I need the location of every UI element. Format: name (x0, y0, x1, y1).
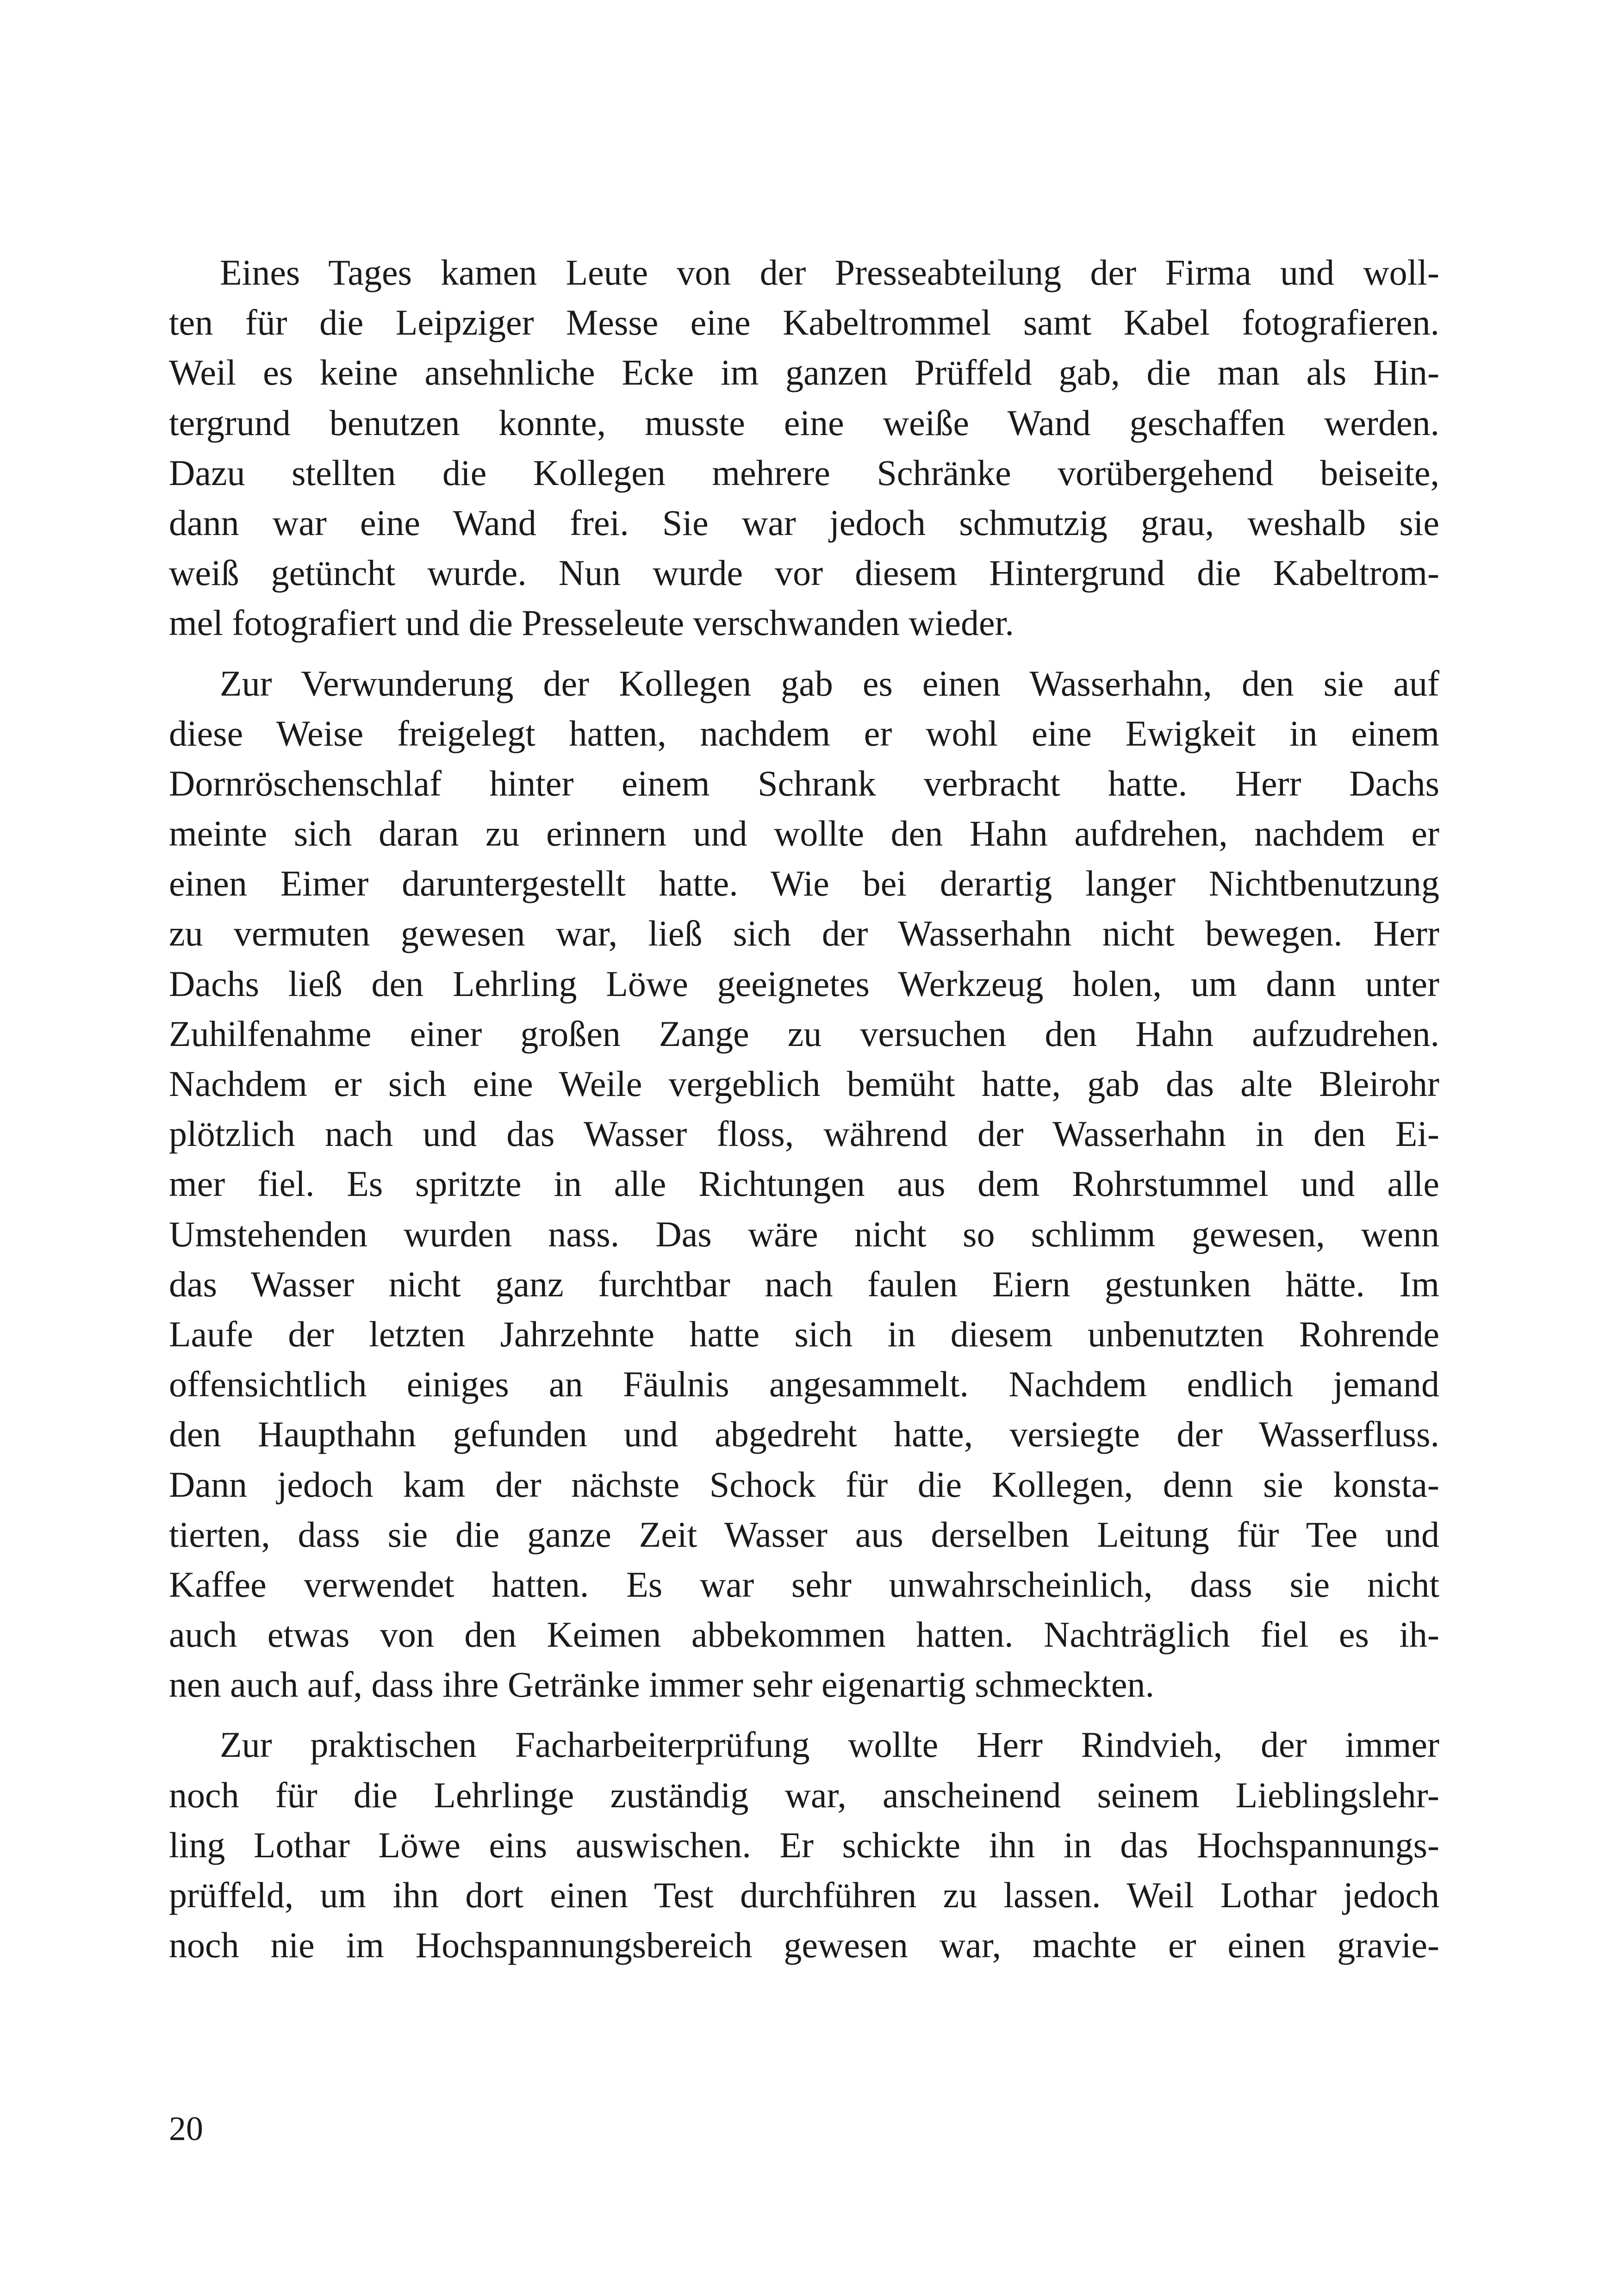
text-line: Zuhilfenahme einer großen Zange zu versuchen den Hahn aufzudrehen. (169, 1013, 1439, 1054)
text-line: tierten, dass sie die ganze Zeit Wasser aus derselben Leitung für Tee und (169, 1514, 1439, 1555)
text-line: diese Weise freigelegt hatten, nachdem er wohl eine Ewigkeit in einem (169, 713, 1439, 753)
text-line: Nachdem er sich eine Weile vergeblich bemüht hatte, gab das alte Bleirohr (169, 1064, 1439, 1104)
paragraph (169, 659, 1439, 1710)
text-line: das Wasser nicht ganz furchtbar nach faulen Eiern gestunken hätte. Im (169, 1263, 1439, 1304)
text-line: noch nie im Hochspannungsbereich gewesen war, machte er einen gravie- (169, 1925, 1439, 1966)
text-line: meinte sich daran zu erinnern und wollte den Hahn aufdrehen, nachdem er (169, 813, 1439, 854)
paragraph (169, 1720, 1439, 1970)
text-line: noch für die Lehrlinge zuständig war, anscheinend seinem Lieblingslehr- (169, 1774, 1439, 1815)
text-line: den Haupthahn gefunden und abgedreht hatte, versiegte der Wasserfluss. (169, 1414, 1439, 1455)
text-line: Dazu stellten die Kollegen mehrere Schränke vorübergehend beiseite, (169, 452, 1439, 493)
text-line: auch etwas von den Keimen abbekommen hatten. Nachträglich fiel es ih- (169, 1614, 1439, 1655)
text-line: mer fiel. Es spritzte in alle Richtungen aus dem Rohrstummel und alle (169, 1164, 1439, 1204)
text-line: Umstehenden wurden nass. Das wäre nicht so schlimm gewesen, wenn (169, 1213, 1439, 1254)
text-line: prüffeld, um ihn dort einen Test durchführen zu lassen. Weil Lothar jedoch (169, 1875, 1439, 1915)
text-line: Zur praktischen Facharbeiterprüfung wollte Herr Rindvieh, der immer (220, 1724, 1439, 1765)
text-line: weiß getüncht wurde. Nun wurde vor diesem Hintergrund die Kabeltrom- (169, 553, 1439, 593)
text-line: nen auch auf, dass ihre Getränke immer sehr eigenartig schmeckten. (169, 1664, 1154, 1705)
text-line: Eines Tages kamen Leute von der Presseabteilung der Firma und woll- (220, 252, 1439, 292)
text-line: einen Eimer daruntergestellt hatte. Wie bei derartig langer Nichtbenutzung (169, 863, 1439, 904)
text-line: zu vermuten gewesen war, ließ sich der Wasserhahn nicht bewegen. Herr (169, 913, 1439, 954)
page-number: 20 (169, 2110, 203, 2148)
text-line: Kaffee verwendet hatten. Es war sehr unwahrscheinlich, dass sie nicht (169, 1564, 1439, 1605)
paragraph (169, 248, 1439, 648)
text-line: Zur Verwunderung der Kollegen gab es einen Wasserhahn, den sie auf (220, 663, 1439, 703)
text-line: tergrund benutzen konnte, musste eine weiße Wand geschaffen werden. (169, 402, 1439, 443)
text-line: Dornröschenschlaf hinter einem Schrank verbracht hatte. Herr Dachs (169, 763, 1439, 803)
text-line: mel fotografiert und die Presseleute verschwanden wieder. (169, 603, 1014, 643)
text-line: offensichtlich einiges an Fäulnis angesammelt. Nachdem endlich jemand (169, 1364, 1439, 1405)
body-text (169, 248, 1439, 1970)
text-line: ling Lothar Löwe eins auswischen. Er schickte ihn in das Hochspannungs- (169, 1824, 1439, 1865)
text-line: Dachs ließ den Lehrling Löwe geeignetes Werkzeug holen, um dann unter (169, 963, 1439, 1004)
text-line: plötzlich nach und das Wasser floss, während der Wasserhahn in den Ei- (169, 1114, 1439, 1154)
text-line: Laufe der letzten Jahrzehnte hatte sich in diesem unbenutzten Rohrende (169, 1313, 1439, 1354)
text-line: ten für die Leipziger Messe eine Kabeltrommel samt Kabel fotografieren. (169, 302, 1439, 343)
text-line: Dann jedoch kam der nächste Schock für die Kollegen, denn sie konsta- (169, 1464, 1439, 1505)
text-line: dann war eine Wand frei. Sie war jedoch schmutzig grau, weshalb sie (169, 502, 1439, 543)
text-line: Weil es keine ansehnliche Ecke im ganzen Prüffeld gab, die man als Hin- (169, 352, 1439, 393)
